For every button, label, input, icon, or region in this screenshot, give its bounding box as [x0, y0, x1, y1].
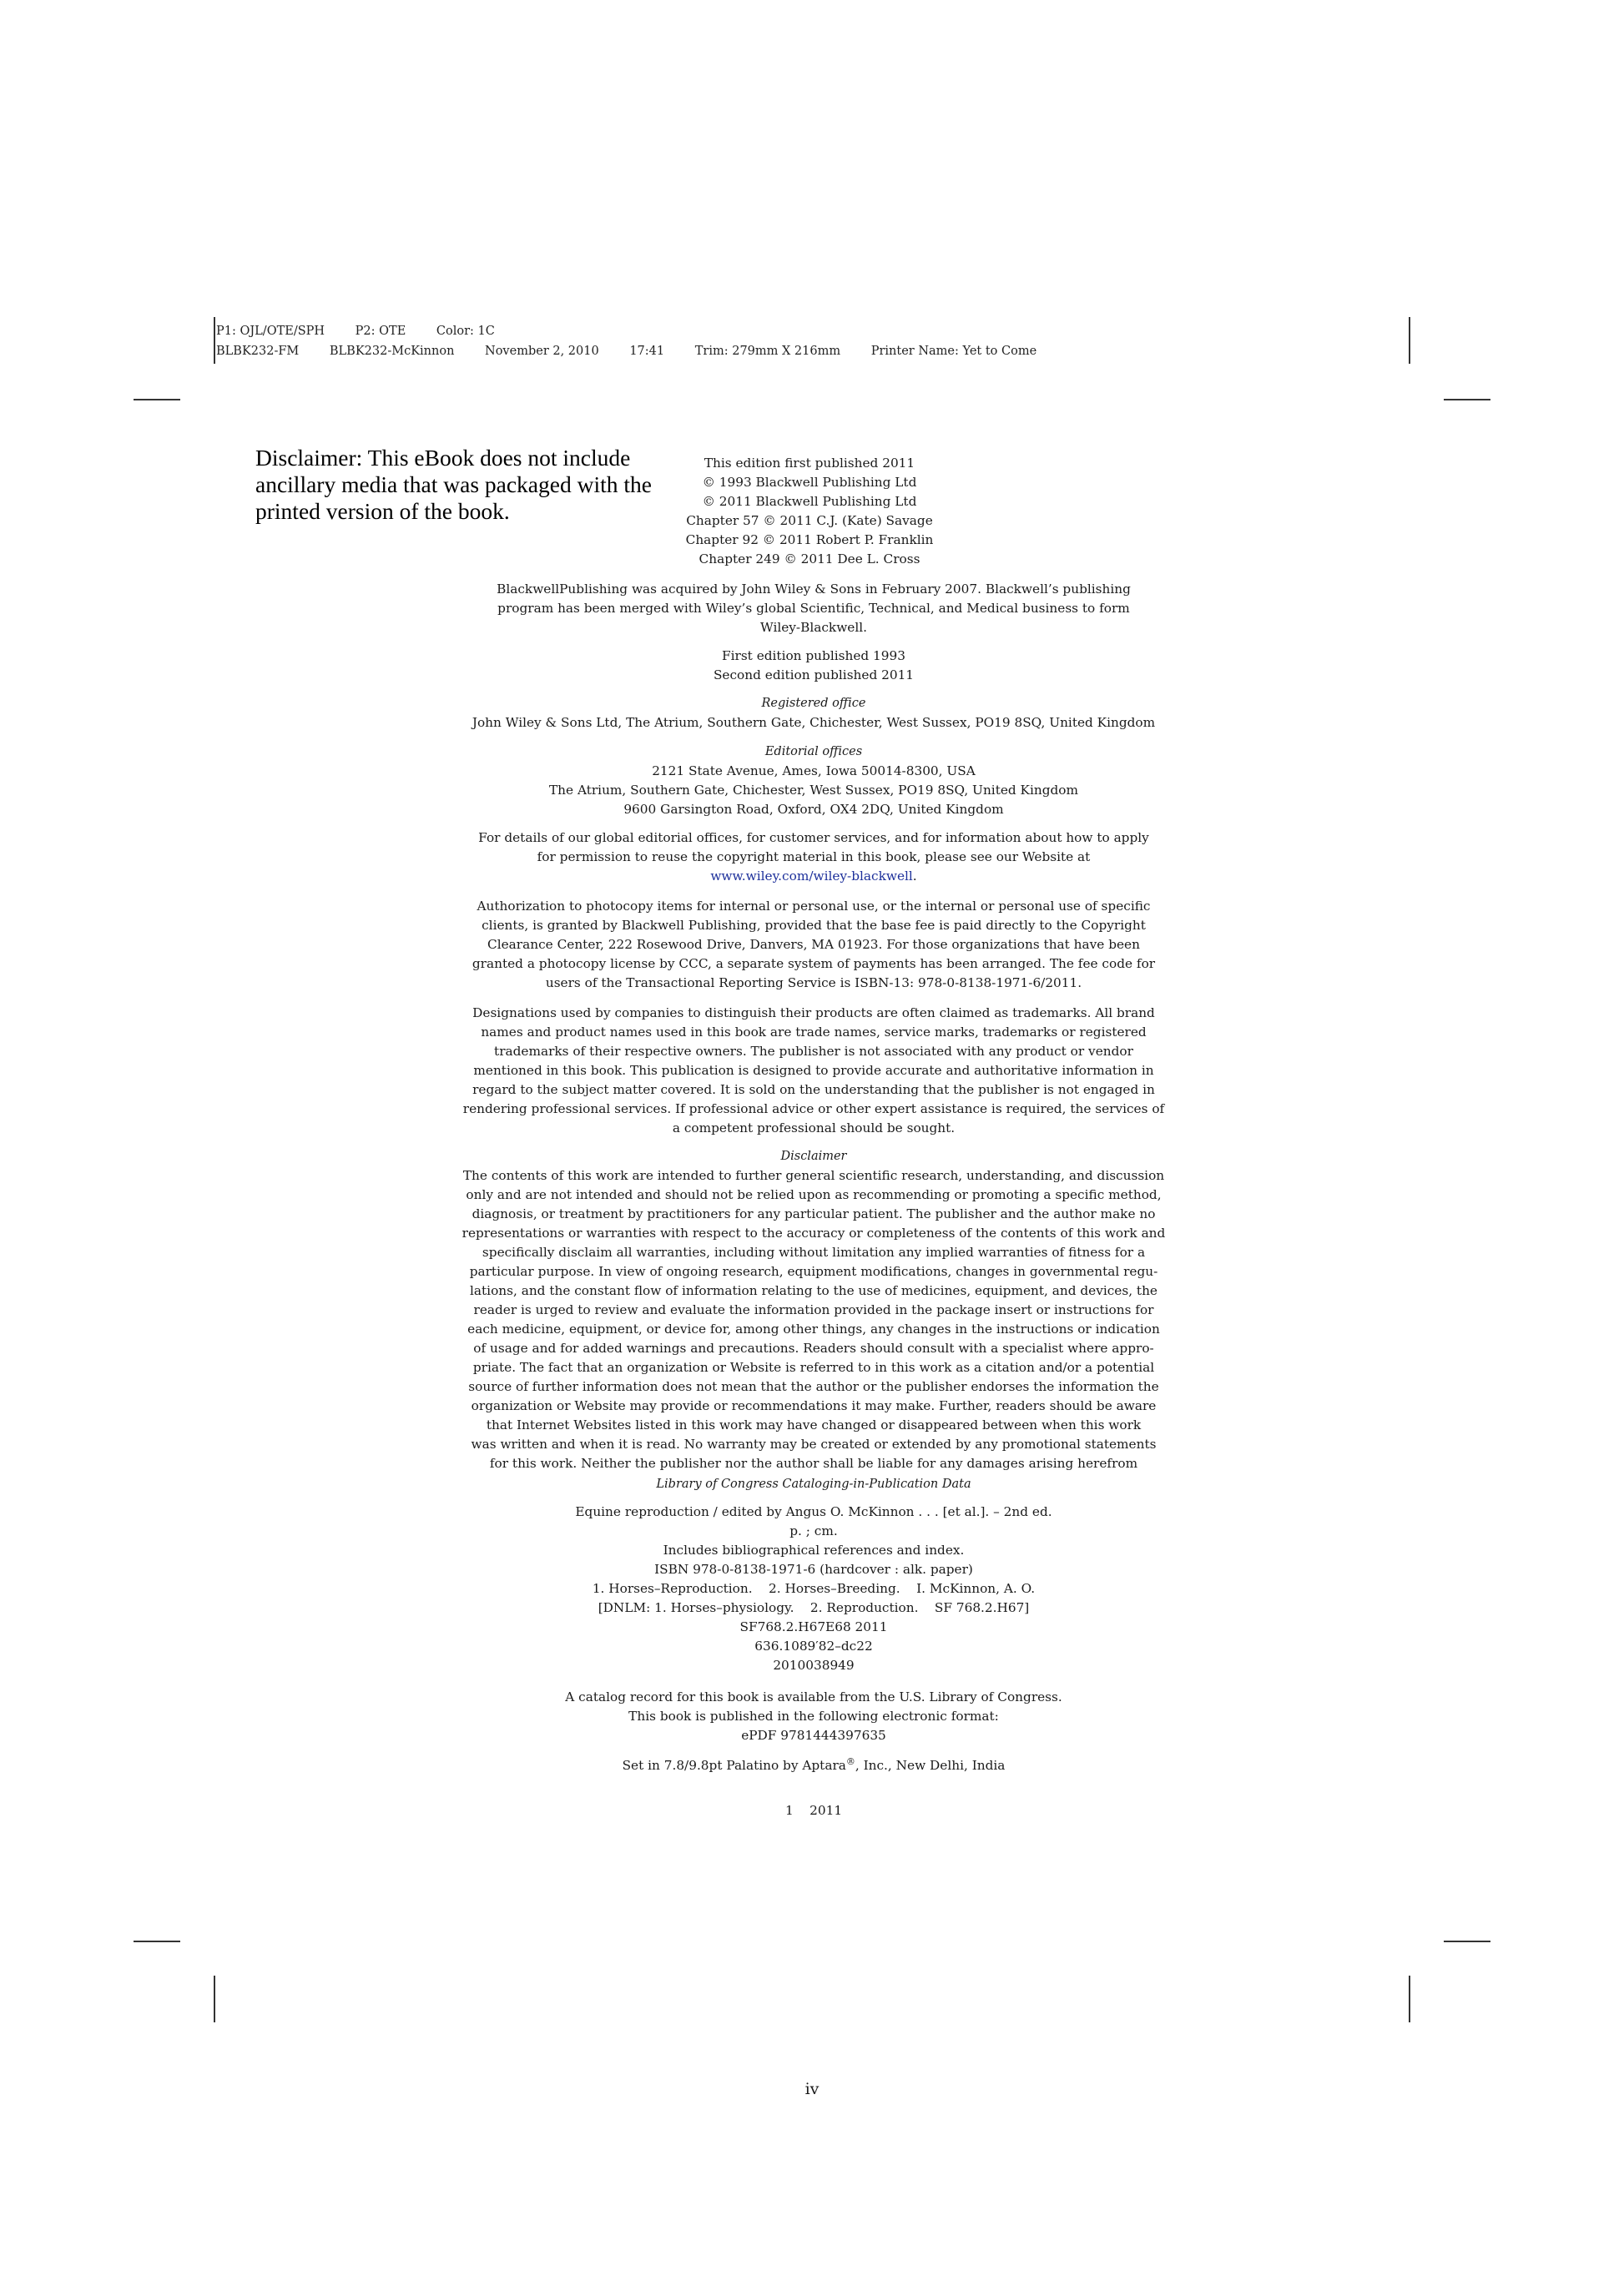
text-line: for this work. Neither the publisher nor the author shall be liable for any damages arising herefrom: [489, 1456, 1138, 1471]
copyright-line: Chapter 92 © 2011 Robert P. Franklin: [685, 532, 934, 547]
text-line: John Wiley & Sons Ltd, The Atrium, Southern Gate, Chichester, West Sussex, PO19 8SQ, United Kingdom: [472, 715, 1156, 730]
printer-header-line-1: [216, 325, 522, 338]
header-field: 17:41: [629, 345, 665, 358]
text-line: source of further information does not mean that the author or the publisher endorses the information the: [468, 1379, 1159, 1394]
crop-mark: [1409, 1976, 1410, 2022]
text-line: Second edition published 2011: [713, 667, 915, 682]
text-line: lations, and the constant flow of information relating to the use of medicines, equipment, and devices, the: [470, 1283, 1157, 1298]
text-line: representations or warranties with respect to the accuracy or completeness of the contents of this work and: [461, 1226, 1166, 1241]
cip-line: SF768.2.H67E68 2011: [739, 1619, 888, 1634]
copyright-line: Chapter 57 © 2011 C.J. (Kate) Savage: [686, 513, 933, 528]
text-line: clients, is granted by Blackwell Publishing, provided that the base fee is paid directly to the Copyright: [482, 918, 1146, 933]
text-line: was written and when it is read. No warranty may be created or extended by any promotional statements: [471, 1437, 1157, 1452]
text-line: reader is urged to review and evaluate the information provided in the package insert or instructions for: [473, 1302, 1154, 1317]
cip-line: p. ; cm.: [789, 1523, 838, 1538]
crop-mark: [134, 1941, 180, 1942]
cip-line: ISBN 978-0-8138-1971-6 (hardcover : alk. paper): [654, 1562, 973, 1577]
copyright-block: [634, 454, 985, 569]
text-line: [451, 867, 1177, 886]
section-heading: Library of Congress Cataloging-in-Publication Data: [656, 1478, 971, 1491]
page-number: iv: [804, 2080, 820, 2098]
header-field: BLBK232-McKinnon: [329, 345, 455, 358]
text-line: rendering professional services. If professional advice or other expert assistance is required, the services of: [462, 1101, 1165, 1116]
crop-mark: [1444, 399, 1490, 400]
copyright-line: © 1993 Blackwell Publishing Ltd: [702, 475, 917, 490]
catalog-record: [451, 1688, 1177, 1745]
header-field: Trim: 279mm X 216mm: [694, 345, 841, 358]
cip-data: [451, 1475, 1177, 1675]
text-line: 1 2011: [784, 1803, 843, 1818]
text-line: trademarks of their respective owners. The publisher is not associated with any product or vendor: [494, 1044, 1133, 1059]
crop-mark: [214, 317, 215, 364]
text-line: priate. The fact that an organization or Website is referred to in this work as a citation and/or a potential: [472, 1360, 1155, 1375]
details-paragraph: [451, 828, 1177, 886]
text-line: First edition published 1993: [722, 648, 905, 663]
text-line: particular purpose. In view of ongoing research, equipment modifications, changes in governmental regu-: [469, 1264, 1158, 1279]
typesetter-location: , Inc., New Delhi, India: [855, 1758, 1006, 1774]
editorial-offices: [451, 743, 1177, 819]
designations-paragraph: [451, 1004, 1177, 1138]
typesetting-line: [451, 1752, 1177, 1775]
crop-mark: [214, 1976, 215, 2022]
cip-line: Equine reproduction / edited by Angus O. McKinnon . . . [et al.]. – 2nd ed.: [575, 1504, 1052, 1519]
text-line: organization or Website may provide or recommendations it may make. Further, readers should be aware: [471, 1398, 1157, 1413]
typesetter-name: Set in 7.8/9.8pt Palatino by Aptara ®: [623, 1758, 855, 1773]
text-line: BlackwellPublishing was acquired by John Wiley & Sons in February 2007. Blackwell’s publishing: [497, 582, 1131, 597]
text-line: For details of our global editorial offices, for customer services, and for information about how to apply: [478, 830, 1149, 845]
link-suffix: .: [912, 869, 917, 884]
copyright-line: Chapter 249 © 2011 Dee L. Cross: [699, 551, 920, 566]
header-field: Color: 1C: [436, 325, 495, 338]
text-line: Clearance Center, 222 Rosewood Drive, Danvers, MA 01923. For those organizations that have been: [487, 937, 1140, 952]
text-line: granted a photocopy license by CCC, a separate system of payments has been arranged. The fee code for: [472, 956, 1156, 971]
text-line: The Atrium, Southern Gate, Chichester, West Sussex, PO19 8SQ, United Kingdom: [548, 783, 1079, 798]
header-field: P2: OTE: [355, 325, 406, 338]
disclaimer-section: [451, 1147, 1177, 1473]
editions: [451, 647, 1177, 685]
wiley-blackwell-link[interactable]: www.wiley.com/wiley-blackwell: [710, 869, 913, 884]
text-line: The contents of this work are intended to further general scientific research, understanding, and discussion: [462, 1168, 1165, 1183]
text-line: 2121 State Avenue, Ames, Iowa 50014-8300, USA: [652, 763, 976, 778]
cip-line: 636.1089′82–dc22: [754, 1639, 873, 1654]
text-line: diagnosis, or treatment by practitioners for any particular patient. The publisher and the author make no: [472, 1206, 1156, 1221]
header-field: Printer Name: Yet to Come: [870, 345, 1037, 358]
copyright-line: This edition first published 2011: [704, 456, 915, 471]
copyright-line: © 2011 Blackwell Publishing Ltd: [702, 494, 917, 509]
text-line: This book is published in the following electronic format:: [628, 1709, 999, 1724]
text-line: mentioned in this book. This publication is designed to provide accurate and authoritative information in: [473, 1063, 1154, 1078]
text-line: ePDF 9781444397635: [741, 1728, 886, 1743]
section-heading: Registered office: [761, 697, 866, 710]
registered-office: [451, 694, 1177, 733]
text-line: 9600 Garsington Road, Oxford, OX4 2DQ, United Kingdom: [623, 802, 1004, 817]
cip-line: Includes bibliographical references and index.: [663, 1543, 965, 1558]
text-line: Authorization to photocopy items for internal or personal use, or the internal or personal use of specific: [477, 899, 1151, 914]
crop-mark: [134, 399, 180, 400]
text-line: users of the Transactional Reporting Service is ISBN-13: 978-0-8138-1971-6/2011.: [545, 975, 1082, 990]
printer-header-line-2: [216, 345, 1063, 358]
cip-line: 2010038949: [773, 1658, 855, 1673]
text-line: names and product names used in this book are trade names, service marks, trademarks or registered: [481, 1025, 1147, 1040]
text-line: only and are not intended and should not be relied upon as recommending or promoting a specific method,: [466, 1187, 1162, 1202]
header-field: BLBK232-FM: [216, 345, 300, 358]
header-field: P1: OJL/OTE/SPH: [216, 325, 325, 338]
cip-line: 1. Horses–Reproduction. 2. Horses–Breeding. I. McKinnon, A. O.: [592, 1581, 1036, 1596]
text-line: program has been merged with Wiley’s global Scientific, Technical, and Medical business to form: [497, 601, 1130, 616]
text-line: [451, 1752, 1177, 1775]
crop-mark: [1409, 317, 1410, 364]
text-line: a competent professional should be sought.: [672, 1120, 956, 1135]
text-line: that Internet Websites listed in this work may have changed or disappeared between when this work: [486, 1417, 1142, 1432]
cip-line: [DNLM: 1. Horses–physiology. 2. Reproduction. SF 768.2.H67]: [598, 1600, 1030, 1615]
header-field: November 2, 2010: [485, 345, 599, 358]
blackwell-note: [451, 580, 1177, 637]
text-line: of usage and for added warnings and precautions. Readers should consult with a specialist where appro-: [473, 1341, 1154, 1356]
text-line: each medicine, equipment, or device for, among other things, any changes in the instructions or indication: [467, 1322, 1160, 1337]
text-line: Wiley-Blackwell.: [760, 620, 867, 635]
crop-mark: [1444, 1941, 1490, 1942]
section-heading: Disclaimer: [780, 1150, 847, 1163]
authorization-paragraph: [451, 897, 1177, 993]
section-heading: Editorial offices: [764, 745, 863, 758]
ebook-disclaimer-note: Disclaimer: This eBook does not include ancillary media that was packaged with the printed version of the book.: [255, 445, 652, 524]
text-line: regard to the subject matter covered. It is sold on the understanding that the publisher is not engaged in: [472, 1082, 1155, 1097]
text-line: Designations used by companies to distinguish their products are often claimed as trademarks. All brand: [472, 1005, 1155, 1020]
text-line: specifically disclaim all warranties, including without limitation any implied warranties of fitness for a: [482, 1245, 1146, 1260]
text-line: for permission to reuse the copyright material in this book, please see our Website at: [537, 849, 1091, 864]
text-line: A catalog record for this book is available from the U.S. Library of Congress.: [565, 1689, 1062, 1704]
print-line: [451, 1801, 1177, 1820]
